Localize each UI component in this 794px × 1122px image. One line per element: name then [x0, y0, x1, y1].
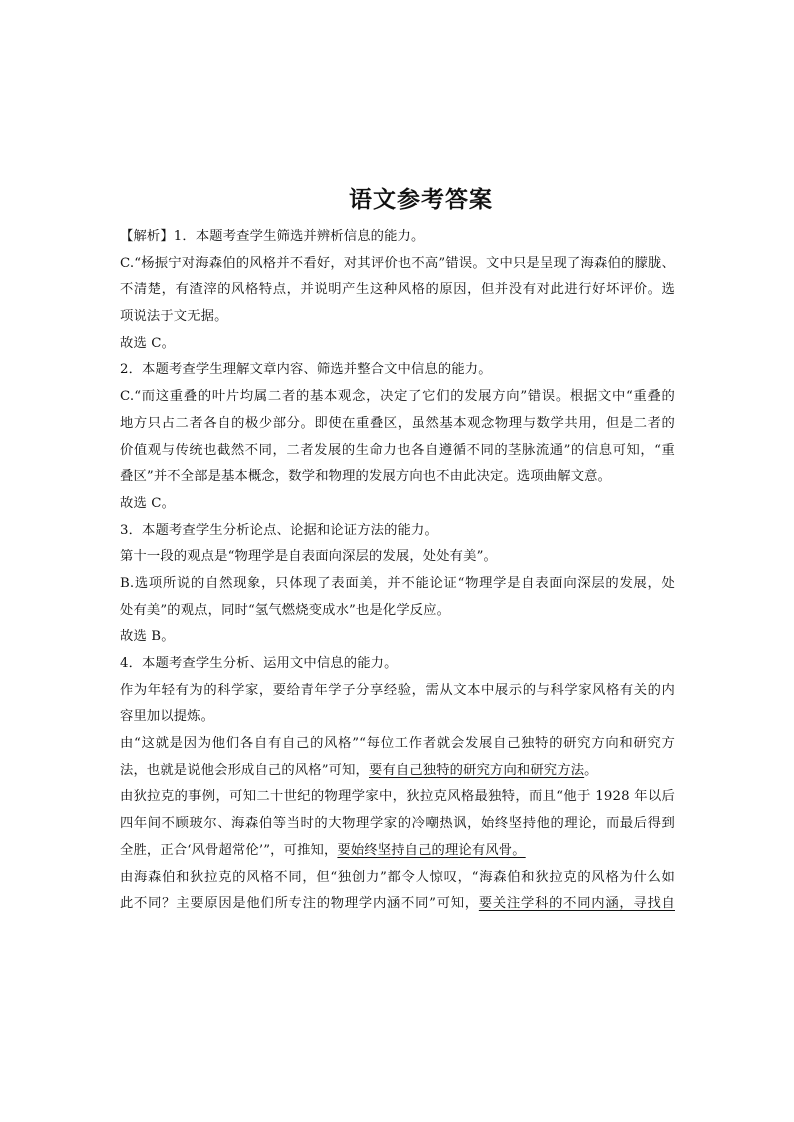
text-line [120, 304, 675, 331]
text-line [120, 598, 675, 625]
underlined-answer: 要有自己独特的研究方向和研究方法 [369, 762, 585, 778]
text-line [120, 571, 675, 598]
text-line [120, 624, 675, 651]
line-text: 叠区”并不全部是基本概念，数学和物理的发展方向也不由此决定。选项曲解文意。 [120, 469, 612, 485]
line-text: 法，也就是说他会形成自己的风格”可知， [120, 762, 369, 778]
line-text: 4．本题考查学生分析、运用文中信息的能力。 [120, 656, 398, 671]
line-text: 故选 C。 [120, 335, 176, 351]
line-text: 。 [584, 762, 598, 778]
line-text: 项说法于文无据。 [120, 309, 228, 325]
text-line [120, 651, 675, 678]
line-text: C.“而这重叠的叶片均属二者的基本观念，决定了它们的发展方向”错误。根据文中“重叠的 [120, 389, 675, 405]
line-text: C.“杨振宁对海森伯的风格并不看好，对其评价也不高”错误。文中只是呈现了海森伯的朦胧、 [120, 255, 675, 271]
line-text: 【解析】1．本题考查学生筛选并辨析信息的能力。 [120, 229, 425, 244]
line-text: 由“这就是因为他们各自有自己的风格”“每位工作者就会发展自己独特的研究方向和研究方 [120, 736, 675, 752]
line-text: 不清楚，有渣滓的风格特点，并说明产生这种风格的原因，但并没有对此进行好坏评价。选 [120, 282, 675, 298]
text-line [120, 438, 675, 465]
text-line [120, 838, 675, 865]
line-text: 价值观与传统也截然不同，二者发展的生命力也各自遵循不同的茎脉流通”的信息可知，“重 [120, 442, 675, 458]
text-line [120, 758, 675, 785]
text-line [120, 384, 675, 411]
text-line [120, 678, 675, 705]
title-text: 语文参考答案 [349, 187, 493, 213]
underlined-answer: 要关注学科的不同内涵，寻找自 [478, 896, 675, 912]
text-line [120, 811, 675, 838]
line-text: 第十一段的观点是“物理学是自表面向深层的发展，处处有美”。 [120, 549, 497, 565]
text-line [120, 491, 675, 518]
line-text: 故选 B。 [120, 629, 175, 645]
line-text: 地方只占二者各自的极少部分。即使在重叠区，虽然基本观念物理与数学共用，但是二者的 [120, 415, 675, 431]
underlined-answer: 要始终坚持自己的理论有风骨。 [337, 842, 526, 858]
text-line [120, 224, 675, 251]
text-line [120, 865, 675, 892]
text-line [120, 518, 675, 545]
text-line [120, 784, 675, 811]
line-text: 故选 C。 [120, 495, 176, 511]
line-text: 此不同？主要原因是他们所专注的物理学内涵不同”可知， [120, 896, 479, 912]
line-text: B.选项所说的自然现象，只体现了表面美，并不能论证“物理学是自表面向深层的发展，处 [120, 575, 675, 591]
line-text: 2．本题考查学生理解文章内容、筛选并整合文中信息的能力。 [120, 362, 492, 378]
line-text: 3．本题考查学生分析论点、论据和论证方法的能力。 [120, 522, 438, 538]
line-text: 全胜，正合‘风骨超常伦’”，可推知， [120, 842, 338, 858]
line-text: 由海森伯和狄拉克的风格不同，但“独创力”都令人惊叹，“海森伯和狄拉克的风格为什么如 [120, 869, 675, 885]
text-line [120, 411, 675, 438]
text-line [120, 331, 675, 358]
text-line [120, 544, 675, 571]
answer-body [120, 224, 675, 918]
text-line [120, 731, 675, 758]
text-line [120, 891, 675, 918]
line-text: 由狄拉克的事例，可知二十世纪的物理学家中，狄拉克风格最独特，而且“他于 1928 年以后 [120, 789, 675, 805]
text-line [120, 704, 675, 731]
line-text: 处有美”的观点，同时“氢气燃烧变成水”也是化学反应。 [120, 602, 451, 618]
line-text: 四年间不顾玻尔、海森伯等当时的大物理学家的冷嘲热讽，始终坚持他的理论，而最后得到 [120, 816, 675, 832]
page-title [0, 183, 794, 217]
text-line [120, 464, 675, 491]
text-line [120, 357, 675, 384]
text-line [120, 277, 675, 304]
line-text: 容里加以提炼。 [120, 709, 215, 725]
text-line [120, 251, 675, 278]
line-text: 作为年轻有为的科学家，要给青年学子分享经验，需从文本中展示的与科学家风格有关的内 [120, 682, 675, 698]
